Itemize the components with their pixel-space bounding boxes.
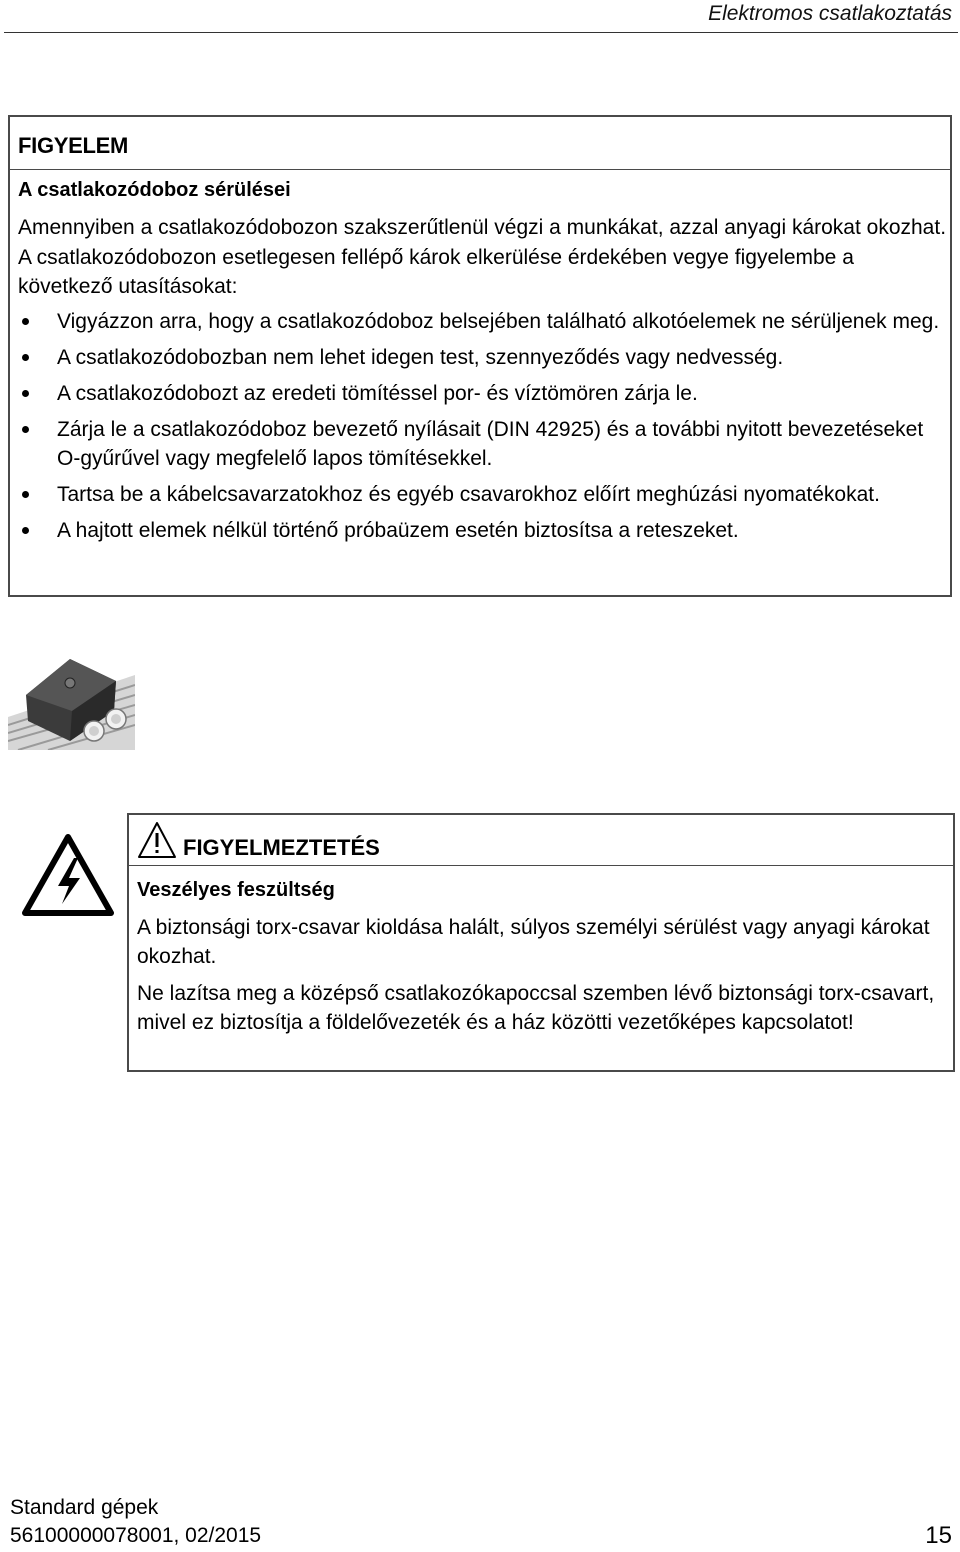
list-item <box>10 307 950 336</box>
list-item <box>10 379 950 408</box>
list-item-text: Tartsa be a kábelcsavarzatokhoz és egyéb csavarokhoz előírt meghúzási nyomatékokat. <box>57 483 880 506</box>
electrical-hazard-icon <box>22 834 114 916</box>
bullet-icon <box>22 527 29 534</box>
list-item <box>10 516 950 545</box>
bullet-icon <box>22 491 29 498</box>
page-number: 15 <box>925 1522 952 1549</box>
footer-product: Standard gépek <box>10 1496 159 1519</box>
warning-box <box>127 813 955 1072</box>
list-item <box>10 415 950 473</box>
bullet-icon <box>22 354 29 361</box>
list-item <box>10 343 950 372</box>
bullet-icon <box>22 426 29 433</box>
list-item-text: A hajtott elemek nélkül történő próbaüzem esetén biztosítsa a reteszeket. <box>57 519 739 542</box>
notice-intro: Amennyiben a csatlakozódobozon szakszerűtlenül végzi a munkákat, azzal anyagi károkat okozhat. A csatlakozódobozon esetlegesen fellépő károk elkerülése érdekében vegye figyelembe a következő utasításokat: <box>18 216 947 298</box>
footer-doc-number: 56100000078001, 02/2015 <box>10 1524 262 1547</box>
page-header-title: Elektromos csatlakoztatás <box>708 2 952 25</box>
warning-subheading: Veszélyes feszültség <box>137 879 335 901</box>
notice-heading: FIGYELEM <box>18 133 129 158</box>
warning-paragraph: Ne lazítsa meg a középső csatlakozókapoccsal szemben lévő biztonsági torx-csavart, mivel ez biztosítja a földelővezeték és a ház közötti vezetőképes kapcsolatot! <box>137 982 935 1034</box>
list-item <box>10 480 950 509</box>
warning-heading: FIGYELMEZTETÉS <box>183 835 380 860</box>
list-item-text: Vigyázzon arra, hogy a csatlakozódoboz belsejében található alkotóelemek ne sérüljenek meg. <box>57 310 940 333</box>
list-item-text: A csatlakozódobozban nem lehet idegen test, szennyeződés vagy nedvesség. <box>57 346 784 369</box>
terminal-box-image <box>8 655 135 750</box>
header-divider <box>4 32 958 33</box>
notice-divider <box>10 169 950 170</box>
bullet-icon <box>22 318 29 325</box>
warning-divider <box>129 865 953 866</box>
warning-triangle-icon <box>137 821 177 859</box>
notice-subheading: A csatlakozódoboz sérülései <box>18 179 291 201</box>
list-item-text: A csatlakozódobozt az eredeti tömítéssel por- és víztömören zárja le. <box>57 382 698 405</box>
list-item-text: Zárja le a csatlakozódoboz bevezető nyílásait (DIN 42925) és a további nyitott bevezetéseket O-gyűrűvel vagy megfelelő lapos tömítésekkel. <box>57 418 924 470</box>
notice-box <box>8 115 952 597</box>
notice-instruction-list <box>10 307 950 552</box>
warning-paragraph: A biztonsági torx-csavar kioldása halált, súlyos személyi sérülést vagy anyagi károkat okozhat. <box>137 916 930 968</box>
bullet-icon <box>22 390 29 397</box>
